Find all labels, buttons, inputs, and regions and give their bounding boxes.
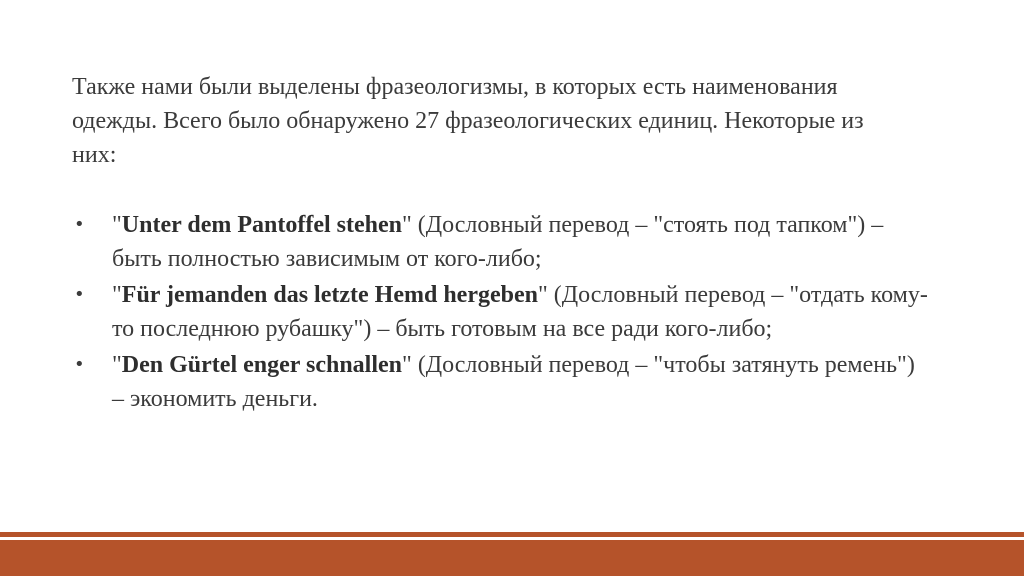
bullet-icon: • — [74, 284, 85, 305]
bullet-icon: • — [74, 214, 85, 235]
bullet-icon: • — [74, 354, 85, 375]
paragraph-spacer — [72, 172, 972, 208]
translation-text: " (Дословный перевод – "чтобы затянуть ремень") – экономить деньги. — [112, 352, 915, 412]
list-item — [72, 348, 932, 416]
german-phrase: Den Gürtel enger schnallen — [121, 352, 403, 378]
phraseology-list — [72, 208, 972, 416]
slide-content — [72, 70, 972, 418]
footer-thin-bar — [0, 532, 1024, 537]
list-item — [72, 208, 932, 276]
translation-text: " (Дословный перевод – "стоять под тапком") – быть полностью зависимым от кого-либо; — [112, 212, 884, 272]
german-phrase: Für jemanden das letzte Hemd hergeben — [121, 282, 538, 308]
quote-open: " — [112, 212, 122, 238]
intro-paragraph: Также нами были выделены фразеологизмы, в которых есть наименования одежды. Всего было обнаружено 27 фразеологических единиц. Некоторые из них: — [72, 74, 864, 168]
quote-open: " — [112, 282, 122, 308]
translation-text: " (Дословный перевод – "отдать кому-то последнюю рубашку") – быть готовым на все ради кого-либо; — [112, 282, 928, 342]
german-phrase: Unter dem Pantoffel stehen — [121, 212, 402, 238]
footer-thick-bar — [0, 540, 1024, 576]
quote-open: " — [112, 352, 122, 378]
list-item — [72, 278, 932, 346]
